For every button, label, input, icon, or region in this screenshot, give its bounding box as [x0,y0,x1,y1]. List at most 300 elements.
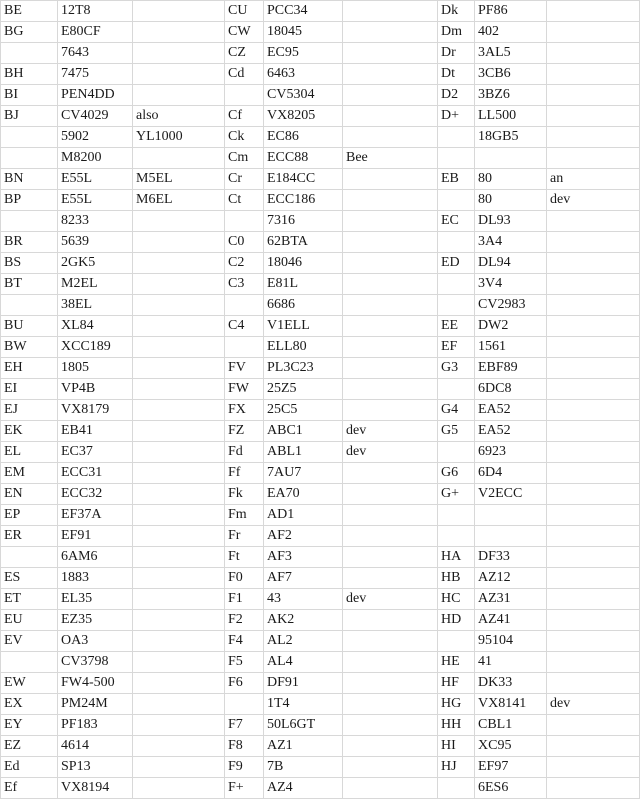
cell-prefix-code-1: EY [0,715,58,736]
cell-note-3 [547,0,640,22]
cell-prefix-code-2: Ct [225,190,264,211]
cell-valve-type-1: EC37 [58,442,133,463]
cell-valve-type-3: 80 [475,169,547,190]
cell-note-3 [547,358,640,379]
cell-note-1 [133,715,225,736]
cell-note-3 [547,22,640,43]
cell-note-2 [343,253,438,274]
cell-valve-type-3: 3A4 [475,232,547,253]
cell-valve-type-2: AZ4 [264,778,343,799]
cell-note-2 [343,0,438,22]
cell-valve-type-3: 6DC8 [475,379,547,400]
cell-valve-type-2: AZ1 [264,736,343,757]
cell-valve-type-1: ECC31 [58,463,133,484]
cell-prefix-code-1: BW [0,337,58,358]
cell-valve-type-3: 1561 [475,337,547,358]
cell-note-1 [133,337,225,358]
cell-note-3 [547,127,640,148]
cell-prefix-code-2: CU [225,0,264,22]
table-row [0,253,640,274]
cell-note-2: Bee [343,148,438,169]
cell-note-3 [547,505,640,526]
cell-prefix-code-3: G4 [438,400,475,421]
cell-prefix-code-1: EP [0,505,58,526]
cell-prefix-code-3: EC [438,211,475,232]
cell-prefix-code-2: FW [225,379,264,400]
table-row [0,463,640,484]
cell-prefix-code-1: EM [0,463,58,484]
cell-prefix-code-2: F2 [225,610,264,631]
cell-valve-type-1: XL84 [58,316,133,337]
cell-note-3 [547,232,640,253]
cell-prefix-code-2: Ft [225,547,264,568]
table-row [0,631,640,652]
cell-valve-type-1: VX8179 [58,400,133,421]
cell-valve-type-2: ECC88 [264,148,343,169]
cell-prefix-code-1: EK [0,421,58,442]
cell-prefix-code-1 [0,652,58,673]
cell-note-1 [133,295,225,316]
cell-valve-type-3: 3CB6 [475,64,547,85]
cell-note-2 [343,757,438,778]
cell-note-2 [343,547,438,568]
cell-valve-type-1: 38EL [58,295,133,316]
cell-note-3 [547,757,640,778]
cell-note-1 [133,757,225,778]
cell-valve-type-3: LL500 [475,106,547,127]
cell-valve-type-2: EC86 [264,127,343,148]
cell-valve-type-2: 7B [264,757,343,778]
cell-note-1 [133,64,225,85]
cell-valve-type-3: DL94 [475,253,547,274]
cell-note-1 [133,547,225,568]
cell-valve-type-1: ECC32 [58,484,133,505]
cell-note-1 [133,421,225,442]
cell-note-2 [343,652,438,673]
table-row [0,85,640,106]
cell-valve-type-3: VX8141 [475,694,547,715]
cell-note-1 [133,778,225,799]
table-row [0,589,640,610]
cell-valve-type-1: 5639 [58,232,133,253]
cell-note-3 [547,316,640,337]
cell-prefix-code-3: HH [438,715,475,736]
table-row [0,22,640,43]
cell-prefix-code-1: BE [0,0,58,22]
cell-valve-type-3: 402 [475,22,547,43]
table-row [0,526,640,547]
cell-prefix-code-3: D+ [438,106,475,127]
cell-valve-type-3: DK33 [475,673,547,694]
table-row [0,610,640,631]
cell-prefix-code-2: Fd [225,442,264,463]
cell-note-2: dev [343,442,438,463]
cell-valve-type-3: 18GB5 [475,127,547,148]
cell-prefix-code-2: F5 [225,652,264,673]
cell-valve-type-2: V1ELL [264,316,343,337]
cell-valve-type-1: E80CF [58,22,133,43]
cell-note-2 [343,64,438,85]
cell-prefix-code-2: Fr [225,526,264,547]
cell-valve-type-3: CV2983 [475,295,547,316]
cell-note-1 [133,631,225,652]
cell-prefix-code-2: C0 [225,232,264,253]
cell-prefix-code-3 [438,190,475,211]
cell-note-2 [343,715,438,736]
cell-note-2 [343,358,438,379]
cell-prefix-code-3: Dr [438,43,475,64]
cell-prefix-code-2: FZ [225,421,264,442]
cell-note-3 [547,253,640,274]
cell-prefix-code-1: BN [0,169,58,190]
cell-note-1 [133,22,225,43]
cell-prefix-code-3 [438,442,475,463]
cell-note-3 [547,568,640,589]
cell-prefix-code-2 [225,337,264,358]
cell-valve-type-1: OA3 [58,631,133,652]
cell-valve-type-1: 7643 [58,43,133,64]
table-row [0,295,640,316]
table-row [0,316,640,337]
cell-prefix-code-1 [0,547,58,568]
cell-prefix-code-3: ED [438,253,475,274]
cell-valve-type-2: EA70 [264,484,343,505]
cell-note-1 [133,694,225,715]
cell-valve-type-2: PL3C23 [264,358,343,379]
cell-note-1 [133,568,225,589]
cell-note-1 [133,610,225,631]
cell-valve-type-1: 5902 [58,127,133,148]
cell-note-2 [343,337,438,358]
table-row [0,694,640,715]
cell-note-1 [133,379,225,400]
cell-note-3 [547,211,640,232]
cell-valve-type-2: 7316 [264,211,343,232]
cell-prefix-code-2: Cm [225,148,264,169]
cell-valve-type-2: 18045 [264,22,343,43]
cell-prefix-code-1: EH [0,358,58,379]
cell-valve-type-1: SP13 [58,757,133,778]
cell-prefix-code-3: HJ [438,757,475,778]
cell-note-2 [343,379,438,400]
cell-valve-type-1: 12T8 [58,0,133,22]
cell-valve-type-3: AZ31 [475,589,547,610]
cell-prefix-code-1: Ed [0,757,58,778]
cell-prefix-code-1: EX [0,694,58,715]
cell-valve-type-1: FW4-500 [58,673,133,694]
table-row [0,652,640,673]
table-row [0,127,640,148]
cell-prefix-code-2: F+ [225,778,264,799]
cell-valve-type-3 [475,526,547,547]
table-row [0,274,640,295]
cell-valve-type-2: EC95 [264,43,343,64]
cell-valve-type-3: 80 [475,190,547,211]
cell-valve-type-3: V2ECC [475,484,547,505]
cell-valve-type-3: EA52 [475,400,547,421]
cell-note-2 [343,295,438,316]
cell-note-1 [133,358,225,379]
cell-prefix-code-3: G5 [438,421,475,442]
table-row [0,64,640,85]
cell-prefix-code-3 [438,379,475,400]
table-row [0,715,640,736]
cell-note-1 [133,316,225,337]
cell-prefix-code-1: BH [0,64,58,85]
cell-note-1 [133,148,225,169]
cell-note-3 [547,589,640,610]
cell-valve-type-3: EBF89 [475,358,547,379]
cell-prefix-code-3: HD [438,610,475,631]
cell-valve-type-2: AL2 [264,631,343,652]
cell-note-3 [547,148,640,169]
cell-prefix-code-3: HA [438,547,475,568]
cell-note-2 [343,127,438,148]
cell-valve-type-2: PCC34 [264,0,343,22]
cell-prefix-code-1: BI [0,85,58,106]
cell-note-1 [133,211,225,232]
cell-note-3: an [547,169,640,190]
cell-prefix-code-3: HG [438,694,475,715]
cell-valve-type-3: 6923 [475,442,547,463]
cell-prefix-code-1: BJ [0,106,58,127]
cell-note-3: dev [547,190,640,211]
cell-valve-type-1: EF91 [58,526,133,547]
cell-valve-type-2: ELL80 [264,337,343,358]
table-row [0,568,640,589]
cell-prefix-code-3: EF [438,337,475,358]
cell-valve-type-1: EF37A [58,505,133,526]
cell-prefix-code-1: Ef [0,778,58,799]
cell-prefix-code-2: F8 [225,736,264,757]
cell-prefix-code-1: ES [0,568,58,589]
cell-prefix-code-3: G6 [438,463,475,484]
cell-note-3 [547,715,640,736]
cell-note-2 [343,85,438,106]
cell-note-1 [133,253,225,274]
table-row [0,358,640,379]
cell-note-2 [343,673,438,694]
cell-prefix-code-2: Ff [225,463,264,484]
cell-valve-type-1: PF183 [58,715,133,736]
table-row [0,379,640,400]
cell-note-3 [547,295,640,316]
cell-note-2 [343,211,438,232]
cell-prefix-code-2: F0 [225,568,264,589]
cell-note-1 [133,0,225,22]
cell-prefix-code-2: Fk [225,484,264,505]
cell-valve-type-1: M8200 [58,148,133,169]
cell-valve-type-3: DF33 [475,547,547,568]
table-row [0,421,640,442]
table-row [0,0,640,22]
cell-prefix-code-3: EE [438,316,475,337]
cell-note-3 [547,673,640,694]
cell-prefix-code-2: Cf [225,106,264,127]
cell-note-2 [343,400,438,421]
cell-note-2 [343,106,438,127]
cell-note-2 [343,316,438,337]
cell-note-2 [343,631,438,652]
cell-prefix-code-1: EJ [0,400,58,421]
cell-valve-type-1: 6AM6 [58,547,133,568]
cell-prefix-code-3: HE [438,652,475,673]
cell-valve-type-1: XCC189 [58,337,133,358]
cell-valve-type-1: M2EL [58,274,133,295]
cell-valve-type-2: CV5304 [264,85,343,106]
cell-valve-type-3: 3BZ6 [475,85,547,106]
cell-note-3 [547,379,640,400]
cell-prefix-code-2: Fm [225,505,264,526]
cell-note-3 [547,484,640,505]
cell-valve-type-2: 1T4 [264,694,343,715]
table-row [0,778,640,799]
table-row [0,400,640,421]
cell-note-3 [547,64,640,85]
cell-note-1 [133,505,225,526]
cell-valve-type-3: EA52 [475,421,547,442]
table-row [0,106,640,127]
cell-prefix-code-1 [0,127,58,148]
cell-prefix-code-3: HF [438,673,475,694]
cell-note-3 [547,778,640,799]
cell-note-1 [133,442,225,463]
cell-prefix-code-1: ER [0,526,58,547]
cell-note-3 [547,736,640,757]
cell-valve-type-1: CV3798 [58,652,133,673]
cell-valve-type-2: 25C5 [264,400,343,421]
cell-valve-type-2: 18046 [264,253,343,274]
cell-note-1: also [133,106,225,127]
cell-valve-type-2: VX8205 [264,106,343,127]
cell-prefix-code-1: BR [0,232,58,253]
cell-prefix-code-2 [225,211,264,232]
cell-note-1 [133,652,225,673]
cell-prefix-code-2: F1 [225,589,264,610]
cell-note-1: YL1000 [133,127,225,148]
table-row [0,736,640,757]
table-row [0,148,640,169]
cell-note-3 [547,463,640,484]
cell-prefix-code-3 [438,127,475,148]
cell-valve-type-1: PM24M [58,694,133,715]
cell-prefix-code-2: C3 [225,274,264,295]
cell-valve-type-2: 43 [264,589,343,610]
cell-note-1 [133,274,225,295]
table-row [0,484,640,505]
cell-valve-type-1: E55L [58,169,133,190]
cell-note-3: dev [547,694,640,715]
table-row [0,442,640,463]
cell-prefix-code-2: CW [225,22,264,43]
cell-prefix-code-3: G3 [438,358,475,379]
cell-prefix-code-3 [438,505,475,526]
table-row [0,232,640,253]
table-row [0,169,640,190]
cell-prefix-code-3: Dm [438,22,475,43]
cell-prefix-code-1: BG [0,22,58,43]
cell-valve-type-1: EB41 [58,421,133,442]
cell-valve-type-3: CBL1 [475,715,547,736]
table-row [0,547,640,568]
cell-prefix-code-3: HB [438,568,475,589]
cell-prefix-code-3 [438,778,475,799]
cell-valve-type-2: E81L [264,274,343,295]
cell-note-1 [133,589,225,610]
table-row [0,673,640,694]
cell-prefix-code-2: F7 [225,715,264,736]
cell-prefix-code-2: F6 [225,673,264,694]
cell-note-3 [547,547,640,568]
cell-prefix-code-1: BP [0,190,58,211]
cell-prefix-code-2: F9 [225,757,264,778]
table-row [0,43,640,64]
cell-prefix-code-2: FX [225,400,264,421]
cell-note-3 [547,85,640,106]
cell-valve-type-2: 6686 [264,295,343,316]
cell-note-2 [343,169,438,190]
cell-prefix-code-3 [438,631,475,652]
cell-note-2 [343,526,438,547]
cell-prefix-code-1: BT [0,274,58,295]
cell-note-1 [133,484,225,505]
cell-note-2: dev [343,589,438,610]
cell-prefix-code-3 [438,274,475,295]
cell-valve-type-3: PF86 [475,0,547,22]
cell-valve-type-3: DW2 [475,316,547,337]
table-row [0,211,640,232]
cell-note-2 [343,463,438,484]
cell-note-3 [547,421,640,442]
cell-valve-type-3: 41 [475,652,547,673]
cell-valve-type-3: AZ41 [475,610,547,631]
cell-valve-type-3: 6ES6 [475,778,547,799]
cell-prefix-code-2: Cd [225,64,264,85]
table-row [0,190,640,211]
cell-note-2 [343,232,438,253]
cell-prefix-code-1: EW [0,673,58,694]
table-row [0,757,640,778]
table-row [0,337,640,358]
cell-prefix-code-1 [0,148,58,169]
cell-note-3 [547,43,640,64]
cell-valve-type-2: ECC186 [264,190,343,211]
cell-note-2 [343,43,438,64]
cell-prefix-code-2 [225,295,264,316]
cell-valve-type-2: E184CC [264,169,343,190]
cell-note-3 [547,631,640,652]
cell-valve-type-2: DF91 [264,673,343,694]
cell-note-1 [133,232,225,253]
cell-valve-type-2: AK2 [264,610,343,631]
cell-prefix-code-2: C2 [225,253,264,274]
cell-valve-type-1: CV4029 [58,106,133,127]
cell-prefix-code-3 [438,295,475,316]
cell-valve-type-3: XC95 [475,736,547,757]
cell-valve-type-1: 2GK5 [58,253,133,274]
cell-valve-type-3: AZ12 [475,568,547,589]
cell-note-2 [343,736,438,757]
cell-note-2 [343,610,438,631]
cell-valve-type-3: DL93 [475,211,547,232]
cell-valve-type-3: 3V4 [475,274,547,295]
cell-note-3 [547,652,640,673]
cell-prefix-code-1: EZ [0,736,58,757]
cell-note-1 [133,526,225,547]
cell-valve-type-2: AD1 [264,505,343,526]
cell-valve-type-1: 4614 [58,736,133,757]
cell-valve-type-3: EF97 [475,757,547,778]
